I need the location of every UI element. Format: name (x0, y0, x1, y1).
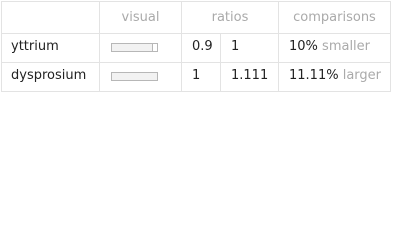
comparison-value: 11.11% (289, 68, 339, 83)
header-ratios: ratios (211, 10, 249, 25)
ratio-bar-marker (152, 44, 153, 51)
row-label-yttrium: yttrium (11, 39, 59, 54)
ratio-bar-fill (112, 73, 157, 80)
ratio-value: 1 (192, 68, 201, 83)
header-visual: visual (121, 10, 160, 25)
row-divider (2, 33, 390, 34)
ratio-value: 1.111 (231, 68, 269, 83)
ratio-value: 1 (231, 39, 240, 54)
column-divider (220, 33, 221, 91)
comparison-text (289, 39, 370, 55)
comparison-value: 10% (289, 39, 318, 54)
ratio-bar-fill (112, 44, 153, 51)
comparison-word: smaller (322, 39, 371, 54)
ratio-value: 0.9 (192, 39, 213, 54)
comparison-text (289, 68, 381, 84)
comparison-table (1, 1, 391, 92)
ratio-bar (111, 72, 158, 81)
comparison-word: larger (342, 68, 382, 83)
ratio-bar (111, 43, 158, 52)
row-divider (2, 62, 390, 63)
row-label-dysprosium: dysprosium (11, 68, 87, 83)
header-comparisons: comparisons (293, 10, 376, 25)
